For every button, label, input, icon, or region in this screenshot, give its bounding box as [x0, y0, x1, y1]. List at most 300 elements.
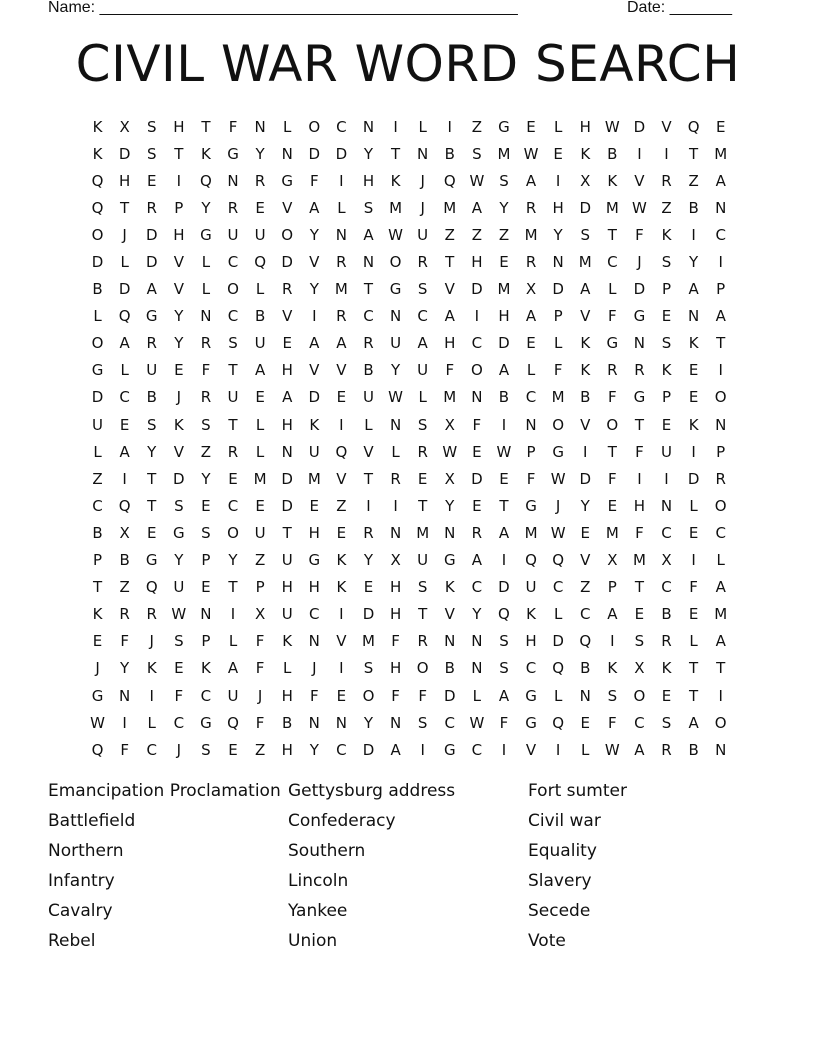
grid-letter: R [119, 605, 130, 624]
grid-letter: D [308, 144, 321, 163]
grid-letter: Q [118, 496, 131, 515]
grid-letter: B [119, 551, 130, 570]
grid-letter: G [633, 388, 646, 407]
grid-letter: D [281, 469, 293, 488]
grid-letter: A [119, 442, 130, 461]
grid-letter: T [418, 605, 428, 624]
word-list-item: Gettysburg address [288, 781, 456, 801]
grid-letter: F [635, 225, 644, 244]
grid-letter: C [92, 496, 103, 515]
grid-letter: W [442, 442, 458, 461]
grid-letter: Y [309, 280, 319, 299]
grid-letter: V [580, 551, 591, 570]
grid-letter: V [282, 307, 293, 326]
grid-letter: I [691, 225, 696, 244]
grid-letter: P [716, 280, 726, 299]
grid-letter: B [92, 523, 103, 542]
grid-letter: D [118, 280, 131, 299]
grid-letter: C [579, 605, 591, 624]
grid-letter: B [580, 659, 591, 678]
grid-letter: D [118, 144, 131, 163]
grid-letter: Z [444, 225, 455, 244]
grid-letter: F [608, 388, 617, 407]
grid-letter: S [201, 523, 211, 542]
grid-letter: N [444, 632, 456, 651]
grid-letter: P [607, 578, 617, 597]
grid-letter: D [498, 334, 510, 353]
grid-letter: E [417, 469, 428, 488]
grid-letter: D [633, 280, 646, 299]
word-list-item: Northern [48, 841, 124, 861]
grid-letter: N [417, 144, 429, 163]
grid-letter: L [337, 198, 346, 217]
grid-letter: Y [689, 253, 699, 272]
grid-letter: Z [92, 469, 103, 488]
word-list-item: Fort sumter [528, 781, 627, 801]
grid-letter: M [714, 605, 728, 624]
grid-letter: S [499, 171, 509, 190]
grid-letter: V [336, 361, 347, 380]
grid-letter: U [417, 361, 429, 380]
grid-letter: N [471, 388, 483, 407]
grid-letter: P [255, 578, 265, 597]
grid-letter: J [122, 225, 127, 244]
grid-letter: A [607, 605, 618, 624]
grid-letter: E [499, 253, 509, 272]
grid-letter: D [173, 469, 185, 488]
grid-letter: A [715, 307, 726, 326]
grid-letter: L [553, 686, 563, 705]
grid-letter: K [580, 334, 591, 353]
grid-letter: T [92, 578, 103, 597]
grid-letter: T [716, 334, 726, 353]
grid-letter: X [444, 469, 455, 488]
grid-letter: Q [579, 632, 592, 651]
grid-letter: C [661, 578, 672, 597]
grid-letter: L [418, 117, 427, 136]
grid-letter: H [525, 632, 537, 651]
grid-letter: F [255, 659, 265, 678]
grid-letter: S [146, 415, 157, 434]
date-field-label: Date: _______ [627, 0, 732, 16]
grid-letter: L [283, 117, 292, 136]
grid-letter: Q [91, 740, 104, 759]
grid-letter: Y [201, 198, 211, 217]
grid-letter: Z [336, 496, 347, 515]
grid-letter: O [389, 253, 402, 272]
grid-letter: G [633, 307, 646, 326]
grid-letter: O [308, 117, 321, 136]
grid-letter: D [687, 469, 700, 488]
grid-letter: V [580, 307, 591, 326]
grid-letter: W [171, 605, 187, 624]
grid-letter: N [308, 713, 320, 732]
grid-letter: A [498, 361, 510, 380]
grid-letter: P [661, 388, 672, 407]
grid-letter: P [661, 280, 672, 299]
grid-letter: V [661, 117, 672, 136]
grid-letter: T [689, 659, 699, 678]
grid-letter: V [444, 280, 455, 299]
grid-letter: G [525, 686, 537, 705]
grid-letter: F [608, 307, 617, 326]
grid-letter: A [715, 578, 726, 597]
grid-letter: O [714, 496, 727, 515]
word-list-item: Emancipation Proclamation [48, 781, 281, 801]
grid-letter: D [633, 117, 646, 136]
grid-letter: C [227, 253, 239, 272]
grid-letter: D [471, 469, 483, 488]
grid-letter: U [254, 523, 266, 542]
word-list-item: Confederacy [288, 811, 396, 831]
grid-letter: Y [472, 605, 482, 624]
grid-letter: E [336, 686, 347, 705]
grid-letter: Q [227, 713, 239, 732]
grid-letter: E [146, 171, 157, 190]
grid-letter: R [634, 361, 645, 380]
grid-letter: P [553, 307, 563, 326]
grid-letter: E [119, 415, 130, 434]
grid-letter: Y [174, 551, 184, 570]
grid-letter: J [420, 171, 425, 190]
grid-letter: G [606, 334, 619, 353]
word-list-item: Vote [528, 931, 566, 951]
grid-letter: W [469, 713, 485, 732]
grid-letter: K [526, 605, 536, 624]
grid-letter: E [255, 198, 265, 217]
grid-letter: Q [91, 171, 104, 190]
grid-letter: Y [390, 361, 401, 380]
grid-letter: L [255, 442, 265, 461]
grid-letter: R [336, 253, 347, 272]
grid-letter: E [228, 740, 238, 759]
grid-letter: R [661, 740, 672, 759]
grid-letter: D [91, 388, 104, 407]
word-list-item: Equality [528, 841, 597, 861]
grid-letter: Y [363, 551, 374, 570]
grid-letter: P [526, 442, 536, 461]
grid-letter: A [715, 171, 726, 190]
grid-letter: M [443, 198, 457, 217]
grid-letter: K [688, 415, 699, 434]
grid-letter: E [336, 523, 347, 542]
grid-letter: X [525, 280, 537, 299]
grid-letter: G [389, 280, 402, 299]
grid-letter: K [661, 659, 672, 678]
grid-letter: U [227, 686, 239, 705]
grid-letter: N [254, 117, 266, 136]
grid-letter: U [308, 442, 320, 461]
grid-letter: Q [443, 171, 456, 190]
grid-letter: O [91, 225, 104, 244]
grid-letter: O [281, 225, 294, 244]
grid-letter: D [552, 632, 564, 651]
grid-letter: E [255, 388, 265, 407]
grid-letter: O [714, 388, 727, 407]
grid-letter: D [335, 144, 348, 163]
grid-letter: E [688, 388, 699, 407]
grid-letter: Z [580, 578, 591, 597]
grid-letter: W [550, 469, 566, 488]
grid-letter: E [201, 578, 211, 597]
grid-letter: A [282, 388, 293, 407]
grid-letter: S [661, 713, 672, 732]
grid-letter: L [553, 605, 563, 624]
grid-letter: Y [174, 334, 184, 353]
grid-letter: F [255, 632, 265, 651]
grid-letter: E [607, 496, 618, 515]
grid-letter: L [147, 713, 156, 732]
grid-letter: C [661, 523, 672, 542]
grid-letter: P [93, 551, 103, 570]
grid-letter: L [689, 496, 698, 515]
grid-letter: T [607, 225, 617, 244]
grid-letter: W [496, 442, 512, 461]
grid-letter: C [715, 225, 726, 244]
grid-letter: C [444, 713, 455, 732]
grid-letter: H [281, 415, 293, 434]
grid-letter: O [633, 686, 646, 705]
grid-letter: D [443, 686, 456, 705]
grid-letter: K [336, 578, 347, 597]
grid-letter: R [390, 469, 401, 488]
grid-letter: M [307, 469, 321, 488]
grid-letter: T [634, 578, 644, 597]
grid-letter: V [282, 198, 293, 217]
grid-letter: N [471, 659, 483, 678]
grid-letter: X [634, 659, 645, 678]
grid-letter: U [227, 225, 239, 244]
grid-letter: Q [91, 198, 104, 217]
grid-letter: H [471, 253, 483, 272]
word-list-item: Battlefield [48, 811, 136, 831]
grid-letter: V [336, 632, 347, 651]
grid-letter: E [228, 469, 238, 488]
grid-letter: T [228, 578, 238, 597]
grid-letter: B [688, 198, 699, 217]
grid-letter: M [605, 198, 619, 217]
grid-letter: E [661, 415, 672, 434]
grid-letter: C [336, 740, 347, 759]
grid-letter: T [363, 469, 374, 488]
grid-letter: I [718, 253, 723, 272]
grid-letter: A [309, 198, 320, 217]
grid-letter: S [417, 415, 428, 434]
word-list-item: Civil war [528, 811, 601, 831]
grid-letter: C [336, 117, 347, 136]
grid-letter: N [660, 496, 673, 515]
grid-letter: L [201, 280, 211, 299]
grid-letter: I [393, 117, 398, 136]
grid-letter: E [580, 523, 590, 542]
grid-letter: F [120, 632, 129, 651]
grid-letter: Y [363, 144, 374, 163]
grid-letter: C [119, 388, 130, 407]
grid-letter: R [417, 253, 428, 272]
grid-letter: T [201, 117, 211, 136]
grid-letter: F [201, 361, 211, 380]
grid-letter: T [228, 415, 238, 434]
grid-letter: J [312, 659, 317, 678]
grid-letter: R [471, 523, 483, 542]
grid-letter: Z [254, 740, 266, 759]
grid-letter: E [688, 523, 699, 542]
grid-letter: G [91, 361, 104, 380]
grid-letter: S [201, 740, 211, 759]
grid-letter: T [174, 144, 184, 163]
grid-letter: N [362, 253, 375, 272]
grid-letter: P [174, 198, 184, 217]
grid-letter: G [281, 171, 294, 190]
grid-letter: I [664, 144, 669, 163]
grid-letter: D [498, 578, 510, 597]
grid-letter: I [555, 740, 561, 759]
grid-letter: P [716, 442, 726, 461]
grid-letter: R [254, 171, 266, 190]
grid-letter: I [664, 469, 669, 488]
grid-letter: R [363, 334, 374, 353]
grid-letter: E [174, 659, 184, 678]
grid-letter: I [501, 551, 507, 570]
grid-letter: T [147, 496, 157, 515]
grid-letter: W [90, 713, 105, 732]
grid-letter: B [282, 713, 293, 732]
grid-letter: N [281, 144, 293, 163]
grid-letter: K [92, 605, 103, 624]
grid-letter: U [254, 334, 266, 353]
grid-letter: C [471, 334, 483, 353]
grid-letter: I [447, 117, 452, 136]
grid-letter: R [227, 442, 239, 461]
grid-letter: J [95, 659, 100, 678]
grid-letter: B [688, 740, 699, 759]
grid-letter: P [201, 632, 211, 651]
grid-letter: R [200, 334, 212, 353]
grid-letter: T [228, 361, 238, 380]
grid-letter: C [634, 713, 645, 732]
grid-letter: V [309, 361, 320, 380]
word-list-item: Rebel [48, 931, 96, 951]
grid-letter: M [578, 253, 592, 272]
grid-letter: H [308, 578, 320, 597]
grid-letter: X [254, 605, 266, 624]
grid-letter: C [715, 523, 726, 542]
grid-letter: I [149, 686, 154, 705]
grid-letter: S [228, 334, 238, 353]
grid-letter: H [173, 117, 185, 136]
grid-letter: F [608, 713, 617, 732]
grid-letter: K [661, 225, 672, 244]
grid-letter: G [200, 713, 212, 732]
grid-letter: F [635, 442, 644, 461]
grid-letter: G [525, 496, 537, 515]
grid-letter: F [228, 117, 238, 136]
grid-letter: S [174, 632, 184, 651]
grid-letter: D [308, 388, 321, 407]
grid-letter: L [689, 632, 698, 651]
grid-letter: I [339, 415, 344, 434]
grid-letter: R [146, 334, 157, 353]
grid-letter: B [444, 144, 455, 163]
grid-letter: B [363, 361, 374, 380]
grid-letter: S [417, 713, 428, 732]
grid-letter: D [579, 469, 592, 488]
grid-letter: L [716, 551, 725, 570]
grid-letter: N [552, 253, 564, 272]
grid-letter: L [418, 388, 427, 407]
grid-letter: V [634, 171, 645, 190]
grid-letter: I [339, 605, 344, 624]
grid-letter: I [366, 496, 371, 515]
word-list-item: Cavalry [48, 901, 113, 921]
grid-letter: I [718, 361, 723, 380]
grid-letter: K [92, 117, 103, 136]
grid-letter: W [469, 171, 485, 190]
grid-letter: Q [687, 117, 700, 136]
grid-letter: J [420, 198, 425, 217]
grid-letter: N [227, 171, 239, 190]
grid-letter: G [498, 117, 510, 136]
grid-letter: H [498, 307, 510, 326]
grid-letter: R [281, 280, 293, 299]
grid-letter: N [308, 632, 320, 651]
grid-letter: A [715, 632, 726, 651]
grid-letter: M [524, 225, 538, 244]
grid-letter: R [146, 198, 157, 217]
grid-letter: T [390, 144, 401, 163]
grid-letter: K [607, 171, 618, 190]
grid-letter: A [146, 280, 157, 299]
grid-letter: A [227, 659, 239, 678]
grid-letter: O [470, 361, 483, 380]
letter-grid [84, 113, 734, 763]
grid-letter: Q [525, 551, 537, 570]
grid-letter: K [444, 578, 455, 597]
grid-letter: R [607, 361, 618, 380]
grid-letter: A [336, 334, 347, 353]
grid-letter: F [391, 686, 400, 705]
grid-letter: G [308, 551, 321, 570]
grid-letter: D [281, 253, 293, 272]
grid-letter: G [552, 442, 564, 461]
grid-letter: G [91, 686, 104, 705]
grid-letter: S [634, 632, 645, 651]
grid-letter: A [525, 307, 537, 326]
grid-letter: M [334, 280, 348, 299]
grid-letter: V [525, 740, 537, 759]
grid-letter: I [691, 551, 696, 570]
word-list-item: Infantry [48, 871, 115, 891]
grid-letter: Q [118, 307, 131, 326]
grid-letter: W [604, 117, 620, 136]
grid-letter: G [443, 551, 456, 570]
grid-letter: I [610, 632, 615, 651]
grid-letter: K [282, 632, 293, 651]
grid-letter: K [580, 144, 591, 163]
grid-letter: N [633, 334, 646, 353]
grid-letter: A [498, 523, 510, 542]
grid-letter: G [145, 551, 158, 570]
grid-letter: E [363, 578, 374, 597]
grid-letter: A [634, 740, 645, 759]
grid-letter: D [281, 496, 293, 515]
grid-letter: O [227, 280, 239, 299]
grid-letter: Y [363, 713, 374, 732]
grid-letter: J [149, 632, 154, 651]
grid-letter: L [364, 415, 373, 434]
grid-letter: Z [498, 225, 510, 244]
grid-letter: K [390, 171, 401, 190]
